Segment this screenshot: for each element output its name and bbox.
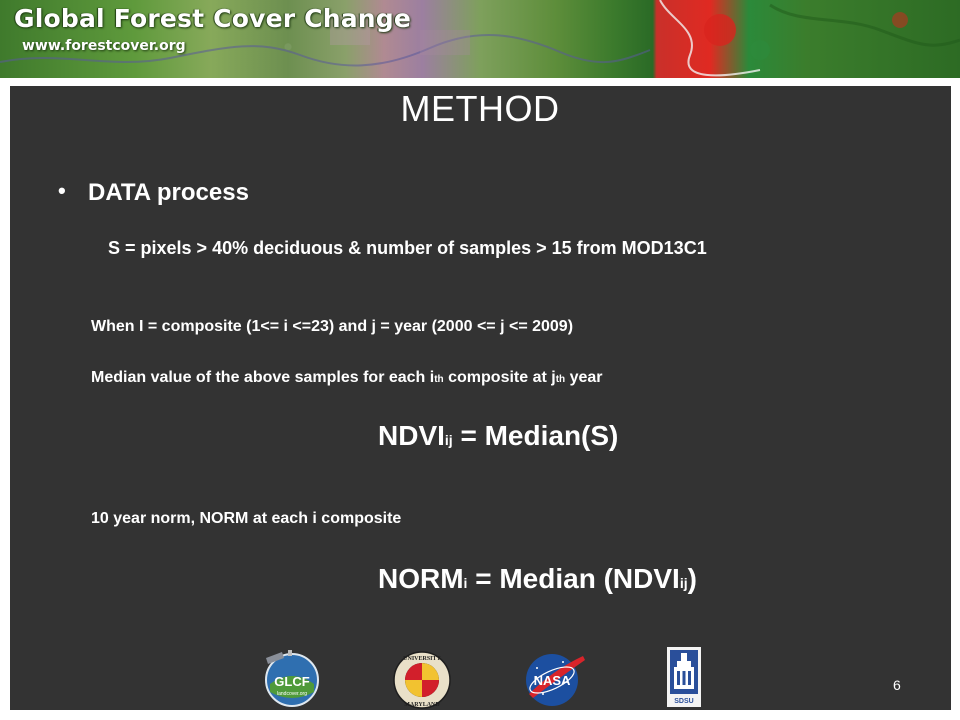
norm-line: 10 year norm, NORM at each i composite bbox=[91, 510, 402, 527]
umd-logo-bottom-text: MARYLAND bbox=[404, 702, 440, 708]
glcf-logo bbox=[262, 648, 322, 708]
sdsu-logo bbox=[667, 647, 701, 707]
eq1-lhs: NDVI bbox=[378, 420, 445, 451]
bullet-text: DATA process bbox=[88, 179, 249, 206]
eq2-mid-sub: ij bbox=[679, 575, 688, 591]
equation-norm bbox=[378, 563, 697, 595]
slide-title: METHOD bbox=[400, 88, 560, 129]
eq2-lhs-sub: i bbox=[463, 575, 468, 591]
sdsu-logo-text: SDSU bbox=[674, 698, 694, 705]
median-line-text-2: composite at j bbox=[443, 369, 556, 386]
nasa-logo-text: NASA bbox=[533, 673, 571, 688]
eq1-rhs: = Median(S) bbox=[452, 420, 619, 451]
bullet-icon: • bbox=[58, 178, 66, 203]
nasa-logo bbox=[523, 650, 585, 708]
median-line-text-1: Median value of the above samples for each i bbox=[91, 369, 435, 386]
banner-title: Global Forest Cover Change bbox=[14, 4, 412, 33]
eq2-end: ) bbox=[687, 563, 697, 594]
median-line-sub-i: th bbox=[434, 374, 444, 385]
eq2-lhs: NORM bbox=[378, 563, 464, 594]
banner-url[interactable]: www.forestcover.org bbox=[22, 38, 186, 54]
umd-logo-top-text: UNIVERSITY bbox=[403, 656, 441, 662]
glcf-logo-text: GLCF bbox=[274, 674, 310, 689]
s-definition: S = pixels > 40% deciduous & number of samples > 15 from MOD13C1 bbox=[108, 238, 707, 258]
umd-logo bbox=[392, 650, 452, 710]
equation-ndvi bbox=[378, 420, 618, 452]
median-line-text-3: year bbox=[565, 369, 603, 386]
header-banner bbox=[0, 0, 960, 78]
eq1-lhs-sub: ij bbox=[444, 432, 453, 448]
when-line: When I = composite (1<= i <=23) and j = year (2000 <= j <= 2009) bbox=[91, 318, 574, 335]
glcf-logo-caption: landcover.org bbox=[276, 691, 308, 697]
bullet-item bbox=[58, 178, 249, 207]
page-number: 6 bbox=[893, 677, 901, 693]
median-line bbox=[91, 369, 603, 387]
eq2-mid: = Median (NDVI bbox=[467, 563, 680, 594]
median-line-sub-j: th bbox=[555, 374, 566, 385]
